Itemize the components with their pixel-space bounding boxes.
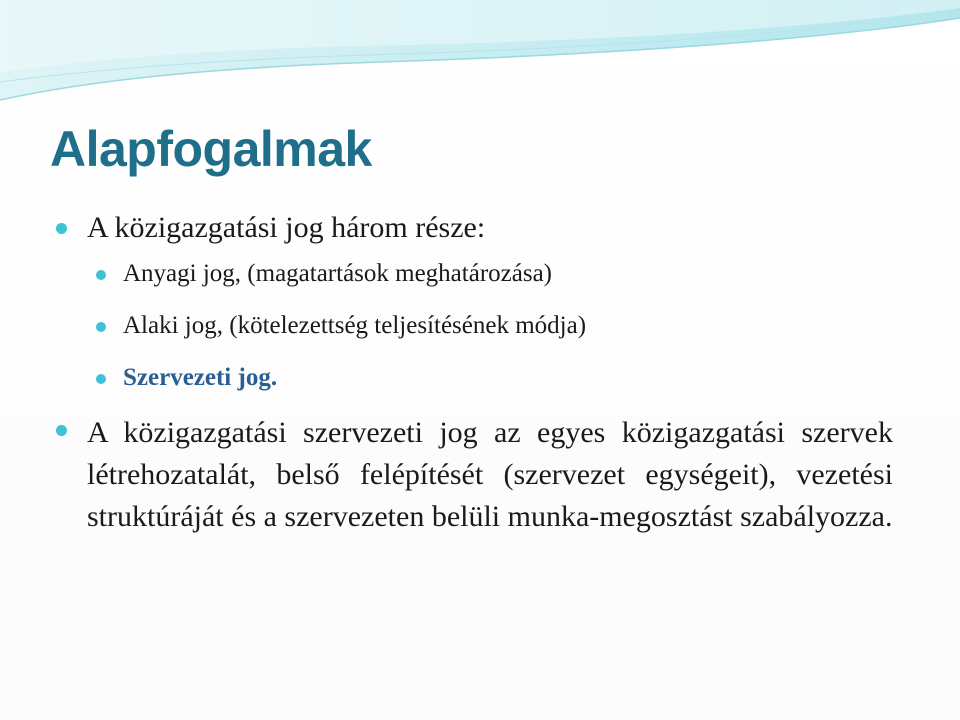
bullet-list [56,210,906,538]
bullet-item-level2 [96,310,906,342]
bullet-item-level1 [56,210,906,246]
bullet-item-level2 [96,258,906,290]
bullet-item-level1-paragraph [56,412,906,538]
bullet-dot-icon [56,223,67,234]
bullet-text: Alaki jog, (kötelezettség teljesítésének módja) [123,312,587,339]
bullet-text: Anyagi jog, (magatartások meghatározása) [123,260,552,287]
header-wave-decoration [0,0,960,120]
bullet-dot-icon [56,425,67,436]
bullet-text: A közigazgatási jog három része: [87,211,486,244]
slide-title: Alapfogalmak [50,121,372,177]
bullet-text: Szervezeti jog. [123,364,278,391]
bullet-dot-icon [96,270,106,280]
bullet-dot-icon [96,374,106,384]
bullet-item-level2-bold [96,362,906,394]
bullet-dot-icon [96,322,106,332]
bullet-paragraph-text: A közigazgatási szervezeti jog az egyes közigazgatási szervek létrehozatalát, belső felépítését (szervezet egységeit), vezetési struktúráját és a szervezeten belüli munka-megosztást szabályozza. [87,416,893,533]
